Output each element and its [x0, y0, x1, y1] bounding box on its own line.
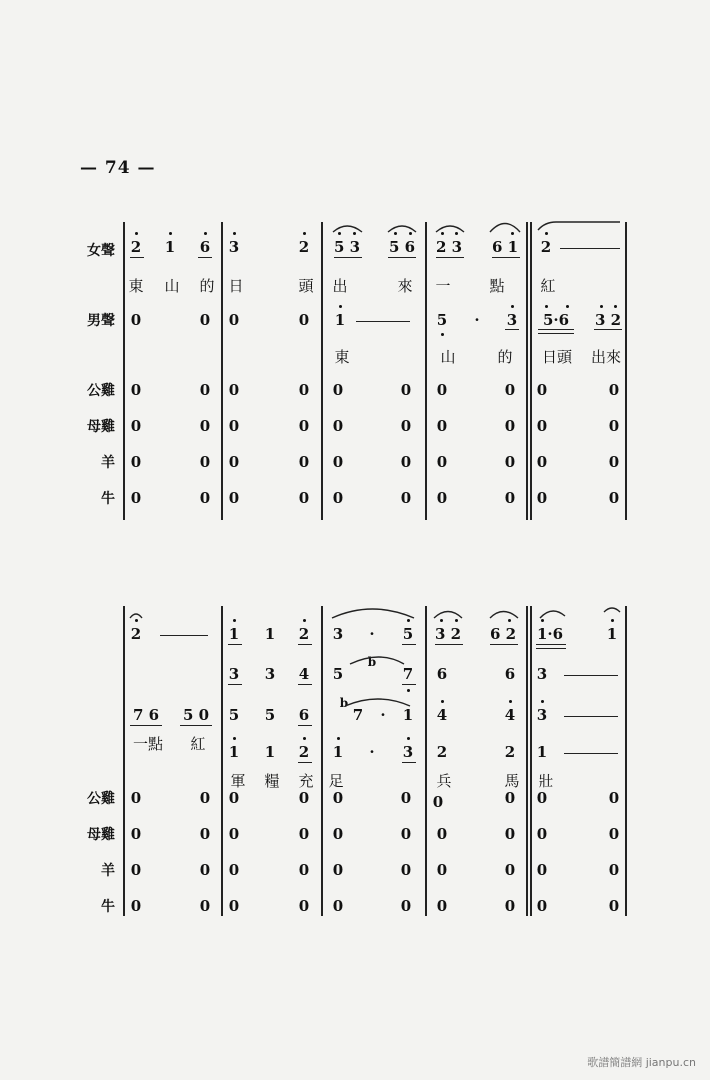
- rest: 0: [332, 825, 344, 843]
- note: ·: [380, 706, 386, 724]
- rest: 0: [536, 897, 548, 915]
- note: 1: [228, 625, 240, 643]
- note: ·: [474, 311, 480, 329]
- note: 6 1: [491, 238, 519, 256]
- note: 2 3: [435, 238, 463, 256]
- note: 3: [536, 706, 548, 724]
- rest: 0: [504, 897, 516, 915]
- note: 1: [264, 625, 276, 643]
- lyric: 東: [128, 277, 144, 295]
- note: 2: [540, 238, 552, 256]
- label-hen: 母雞: [87, 419, 115, 435]
- rest: 0: [504, 453, 516, 471]
- rest: 0: [400, 417, 412, 435]
- note: 3: [332, 625, 344, 643]
- slur: [350, 657, 404, 664]
- rest: 0: [199, 897, 211, 915]
- note: 1: [334, 311, 346, 329]
- slur: [130, 614, 142, 618]
- note: 2: [298, 743, 310, 761]
- note: 3: [506, 311, 518, 329]
- note: 0: [298, 311, 310, 329]
- note: 2: [298, 625, 310, 643]
- note: 1: [332, 743, 344, 761]
- lyric: 一: [435, 277, 451, 295]
- rest: 0: [400, 825, 412, 843]
- lyric: 日: [228, 277, 244, 295]
- rest: 0: [536, 489, 548, 507]
- note: 5·6: [542, 311, 570, 329]
- rest: 0: [504, 417, 516, 435]
- lyric: 足: [328, 772, 344, 790]
- rest: 0: [536, 789, 548, 807]
- note: 5: [436, 311, 448, 329]
- slur: [333, 226, 362, 232]
- rest: 0: [332, 417, 344, 435]
- rest: 0: [228, 381, 240, 399]
- note: 1: [536, 743, 548, 761]
- note: 0: [199, 311, 211, 329]
- note: 1·6: [536, 625, 564, 643]
- slur: [434, 612, 462, 619]
- rest: 0: [298, 381, 310, 399]
- note: 5: [332, 665, 344, 683]
- note: 1: [402, 706, 414, 724]
- rest: 0: [298, 489, 310, 507]
- note: 1: [228, 743, 240, 761]
- label-sheep: 羊: [101, 863, 115, 879]
- rest: 0: [536, 453, 548, 471]
- lyric: 兵: [436, 772, 452, 790]
- note: 5: [402, 625, 414, 643]
- label-cow: 牛: [101, 491, 115, 507]
- lyric: 出: [332, 277, 348, 295]
- rest: 0: [199, 861, 211, 879]
- rest: 0: [199, 489, 211, 507]
- rest: 0: [332, 897, 344, 915]
- note: 6 2: [489, 625, 517, 643]
- note: 3 2: [434, 625, 462, 643]
- rest: 0: [130, 453, 142, 471]
- watermark: 歌譜簡譜網 jianpu.cn: [587, 1056, 696, 1069]
- note: 3 2: [594, 311, 622, 329]
- rest: 0: [298, 789, 310, 807]
- note: ·: [369, 625, 375, 643]
- flat-sign: b: [367, 655, 377, 669]
- rest: 0: [228, 861, 240, 879]
- label-male-voice: 男聲: [87, 313, 115, 329]
- rest: 0: [130, 897, 142, 915]
- rest: 0: [130, 381, 142, 399]
- rest: 0: [536, 381, 548, 399]
- rest: 0: [332, 381, 344, 399]
- slur: [604, 608, 620, 612]
- rest: 0: [608, 861, 620, 879]
- rest: 0: [400, 897, 412, 915]
- lyric: 點: [489, 277, 505, 295]
- rest: 0: [436, 381, 448, 399]
- label-cow: 牛: [101, 899, 115, 915]
- slur: [436, 226, 464, 232]
- note: 6: [504, 665, 516, 683]
- rest: 0: [436, 897, 448, 915]
- slur: [538, 222, 620, 230]
- note: 2: [298, 238, 310, 256]
- note: 4: [298, 665, 310, 683]
- rest: 0: [332, 489, 344, 507]
- note: 5 0: [182, 706, 210, 724]
- rest: 0: [536, 861, 548, 879]
- note: 3: [228, 665, 240, 683]
- note: 2: [436, 743, 448, 761]
- note: 7 6: [132, 706, 160, 724]
- rest: 0: [130, 789, 142, 807]
- label-female-voice: 女聲: [87, 243, 115, 259]
- rest: 0: [228, 453, 240, 471]
- lyric: 東: [334, 348, 350, 366]
- note: 0: [130, 311, 142, 329]
- slur: [345, 699, 410, 706]
- rest: 0: [436, 453, 448, 471]
- note: 0: [228, 311, 240, 329]
- lyric: 日頭: [541, 348, 573, 366]
- note: 5 3: [333, 238, 361, 256]
- rest: 0: [400, 789, 412, 807]
- slur: [490, 224, 520, 233]
- rest: 0: [608, 381, 620, 399]
- rest: 0: [298, 861, 310, 879]
- rest: 0: [298, 897, 310, 915]
- lyric: 糧: [264, 772, 280, 790]
- rest: 0: [298, 825, 310, 843]
- note: 3: [228, 238, 240, 256]
- lyric: 軍: [230, 772, 246, 790]
- note: 4: [436, 706, 448, 724]
- lyric: 馬: [504, 772, 520, 790]
- note: 3: [402, 743, 414, 761]
- rest: 0: [504, 825, 516, 843]
- rest: 0: [228, 897, 240, 915]
- rest: 0: [436, 417, 448, 435]
- label-rooster: 公雞: [87, 791, 115, 807]
- rest: 0: [436, 861, 448, 879]
- rest: 0: [199, 825, 211, 843]
- rest: 0: [536, 825, 548, 843]
- lyric: 來: [397, 277, 413, 295]
- label-sheep: 羊: [101, 455, 115, 471]
- rest: 0: [608, 825, 620, 843]
- note: 5 6: [388, 238, 416, 256]
- rest: 0: [130, 825, 142, 843]
- rest: 0: [298, 417, 310, 435]
- rest: 0: [608, 453, 620, 471]
- slur: [490, 612, 518, 619]
- lyric: 山: [440, 348, 456, 366]
- rest: 0: [130, 417, 142, 435]
- lyric: 出來: [590, 348, 622, 366]
- rest: 0: [436, 489, 448, 507]
- rest: 0: [199, 789, 211, 807]
- note: 5: [228, 706, 240, 724]
- rest: 0: [608, 897, 620, 915]
- rest: 0: [130, 861, 142, 879]
- rest: 0: [400, 489, 412, 507]
- rest: 0: [400, 861, 412, 879]
- rest: 0: [608, 489, 620, 507]
- page-number: — 74 —: [80, 158, 156, 178]
- slur: [388, 226, 416, 232]
- note: 5: [264, 706, 276, 724]
- note: 1: [264, 743, 276, 761]
- lyric: 紅: [190, 735, 206, 753]
- note: 1: [164, 238, 176, 256]
- rest: 0: [432, 793, 444, 811]
- rest: 0: [228, 489, 240, 507]
- note: 2: [504, 743, 516, 761]
- slur: [540, 611, 565, 618]
- label-hen: 母雞: [87, 827, 115, 843]
- note: 2: [130, 238, 142, 256]
- lyric: 一點: [132, 735, 164, 753]
- lyric: 充: [298, 772, 314, 790]
- note: 6: [436, 665, 448, 683]
- note: 3: [536, 665, 548, 683]
- note: 2: [130, 625, 142, 643]
- rest: 0: [504, 489, 516, 507]
- rest: 0: [298, 453, 310, 471]
- rest: 0: [504, 861, 516, 879]
- note: 6: [298, 706, 310, 724]
- note: 7: [402, 665, 414, 683]
- rest: 0: [228, 417, 240, 435]
- rest: 0: [332, 789, 344, 807]
- label-rooster: 公雞: [87, 383, 115, 399]
- note: 1: [606, 625, 618, 643]
- rest: 0: [228, 825, 240, 843]
- rest: 0: [199, 381, 211, 399]
- rest: 0: [400, 381, 412, 399]
- rest: 0: [608, 789, 620, 807]
- rest: 0: [332, 861, 344, 879]
- note: 7: [352, 706, 364, 724]
- rest: 0: [536, 417, 548, 435]
- note: 4: [504, 706, 516, 724]
- lyric: 山: [164, 277, 180, 295]
- lyric: 的: [497, 348, 513, 366]
- lyric: 頭: [298, 277, 314, 295]
- flat-sign: b: [339, 696, 349, 710]
- slur: [332, 609, 414, 618]
- rest: 0: [504, 381, 516, 399]
- rest: 0: [228, 789, 240, 807]
- lyric: 紅: [540, 277, 556, 295]
- rest: 0: [400, 453, 412, 471]
- rest: 0: [199, 453, 211, 471]
- note: 6: [199, 238, 211, 256]
- rest: 0: [436, 825, 448, 843]
- lyric: 的: [199, 277, 215, 295]
- rest: 0: [504, 789, 516, 807]
- rest: 0: [608, 417, 620, 435]
- rest: 0: [199, 417, 211, 435]
- note: ·: [369, 743, 375, 761]
- rest: 0: [332, 453, 344, 471]
- lyric: 壯: [538, 772, 554, 790]
- note: 3: [264, 665, 276, 683]
- rest: 0: [130, 489, 142, 507]
